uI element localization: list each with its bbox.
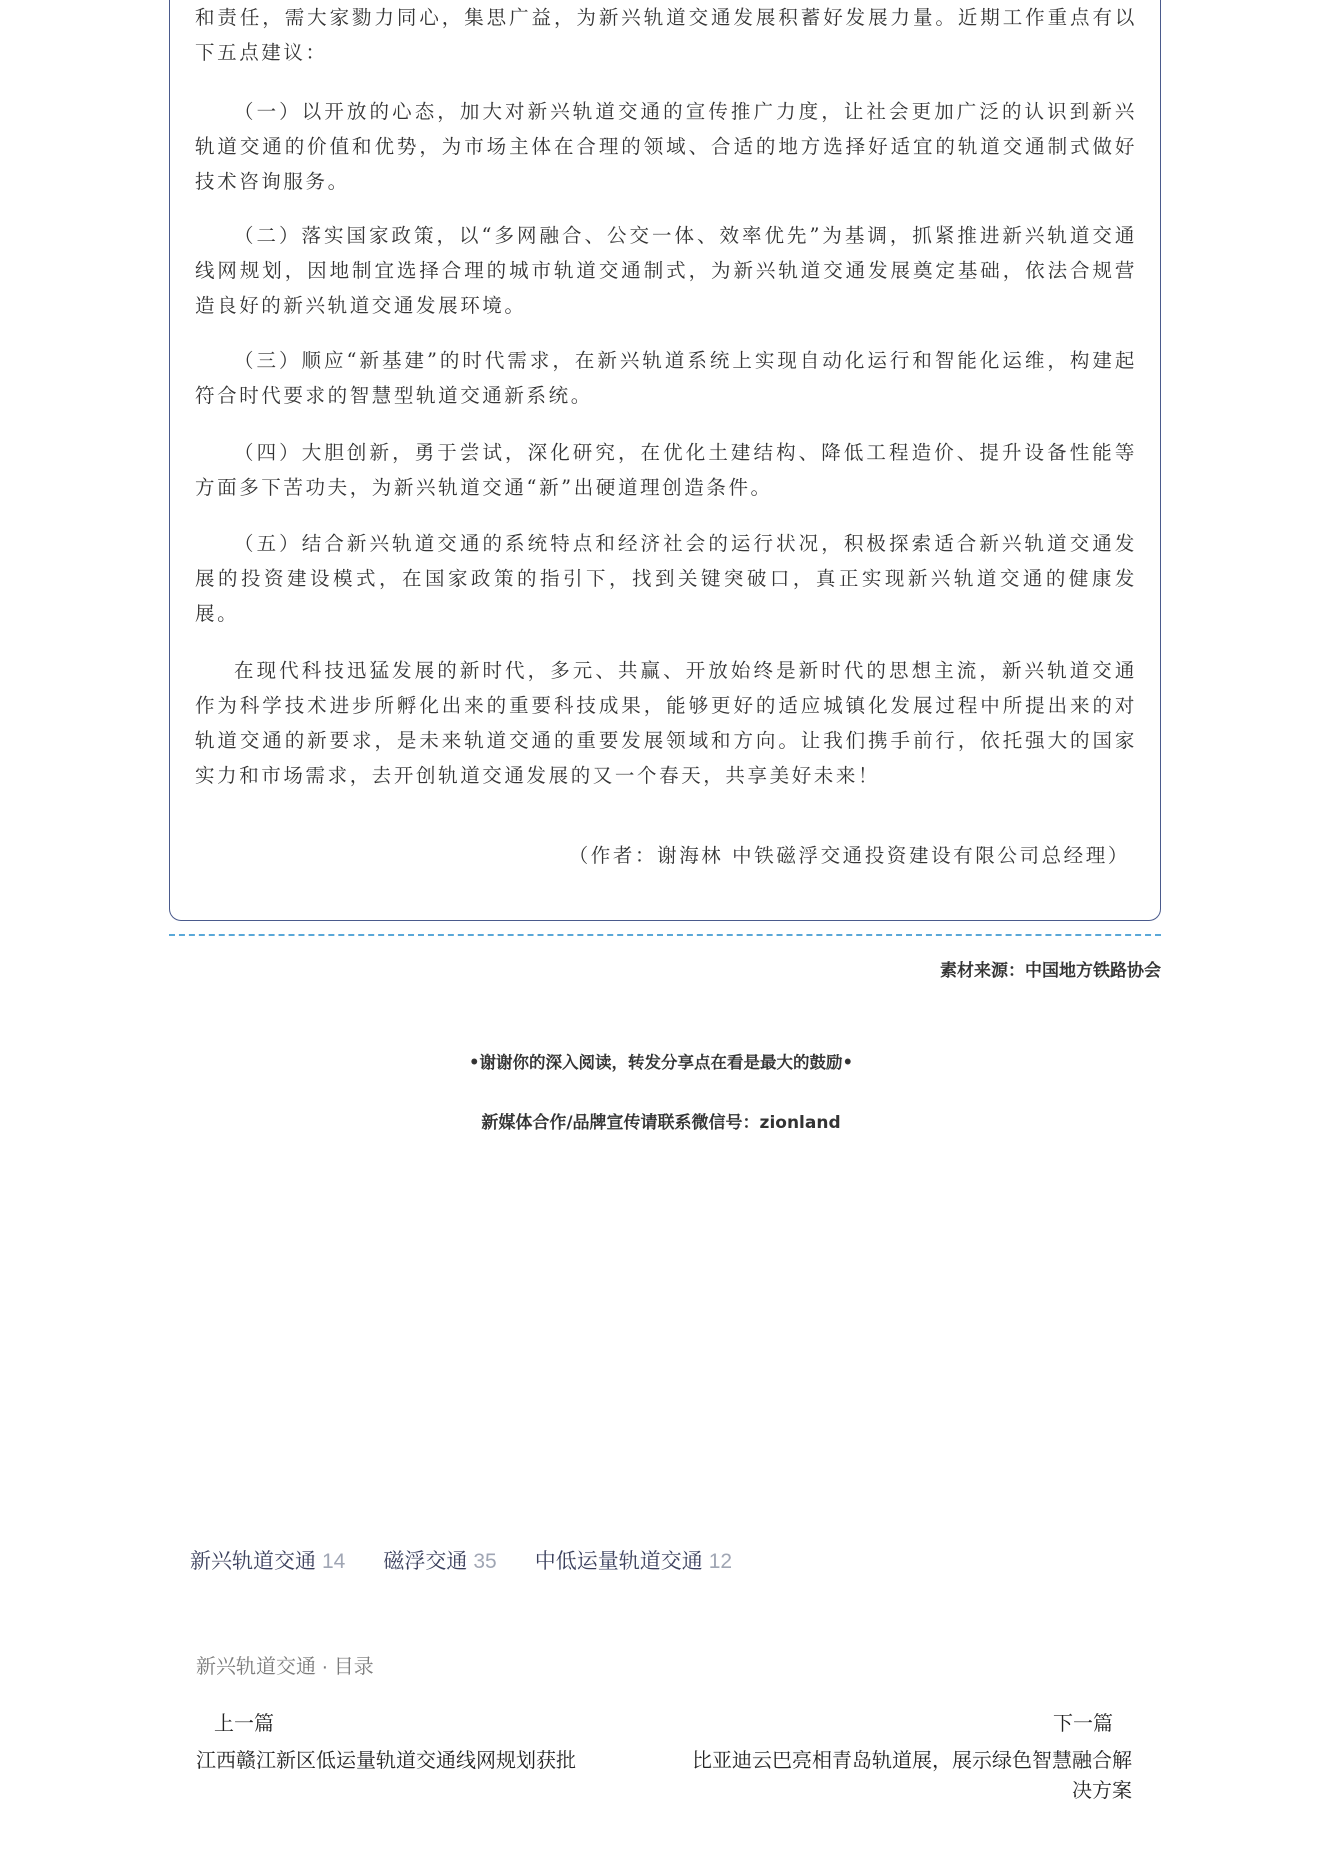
prev-article-link[interactable]: 江西赣江新区低运量轨道交通线网规划获批 — [196, 1750, 576, 1772]
article-paragraph: 和责任，需大家勠力同心，集思广益，为新兴轨道交通发展积蓄好发展力量。近期工作重点有以下五点建议： — [195, 6, 1137, 64]
thanks-note: •谢谢你的深入阅读，转发分享点在看是最大的鼓励• — [468, 1053, 854, 1072]
tag-label: 磁浮交通 — [383, 1550, 468, 1573]
article-paragraph: （二）落实国家政策，以“多网融合、公交一体、效率优先”为基调，抓紧推进新兴轨道交通线网规划，因地制宜选择合理的城市轨道交通制式，为新兴轨道交通发展奠定基础，依法合规营造良好的新兴轨道交通发展环境。 — [195, 224, 1137, 317]
article-paragraph: （一）以开放的心态，加大对新兴轨道交通的宣传推广力度，让社会更加广泛的认识到新兴轨道交通的价值和优势，为市场主体在合理的领域、合适的地方选择好适宜的轨道交通制式做好技术咨询服务。 — [195, 100, 1137, 193]
article-paragraph: （三）顺应“新基建”的时代需求，在新兴轨道系统上实现自动化运行和智能化运维，构建起符合时代要求的智慧型轨道交通新系统。 — [195, 349, 1137, 407]
tag-count: 12 — [708, 1550, 733, 1573]
material-source: 素材来源：中国地方铁路协会 — [940, 961, 1161, 981]
tag-maglev[interactable] — [383, 1545, 496, 1575]
tag-count: 14 — [322, 1550, 346, 1573]
tag-low-medium-capacity[interactable] — [535, 1545, 732, 1575]
prev-article-label: 上一篇 — [214, 1713, 274, 1735]
tag-list — [190, 1545, 732, 1575]
dashed-divider — [169, 934, 1161, 936]
article-paragraph: （五）结合新兴轨道交通的系统特点和经济社会的运行状况，积极探索适合新兴轨道交通发展的投资建设模式，在国家政策的指引下，找到关键突破口，真正实现新兴轨道交通的健康发展。 — [195, 532, 1137, 625]
tag-new-rail-transit[interactable] — [190, 1545, 345, 1575]
article-author: （作者：谢海林 中铁磁浮交通投资建设有限公司总经理） — [568, 844, 1130, 867]
next-article-link[interactable]: 比亚迪云巴亮相青岛轨道展，展示绿色智慧融合解决方案 — [692, 1750, 1132, 1802]
next-article-label: 下一篇 — [1053, 1713, 1113, 1735]
article-paragraph: （四）大胆创新，勇于尝试，深化研究，在优化土建结构、降低工程造价、提升设备性能等方面多下苦功夫，为新兴轨道交通“新”出硬道理创造条件。 — [195, 441, 1137, 499]
tag-count: 35 — [473, 1550, 497, 1573]
toc-title[interactable]: 新兴轨道交通 · 目录 — [196, 1656, 374, 1678]
tag-label: 中低运量轨道交通 — [534, 1550, 703, 1573]
article-paragraph: 在现代科技迅猛发展的新时代，多元、共赢、开放始终是新时代的思想主流，新兴轨道交通作为科学技术进步所孵化出来的重要科技成果，能够更好的适应城镇化发展过程中所提出来的对轨道交通的新要求，是未来轨道交通的重要发展领域和方向。让我们携手前行，依托强大的国家实力和市场需求，去开创轨道交通发展的又一个春天，共享美好未来！ — [195, 659, 1137, 787]
contact-note: 新媒体合作/品牌宣传请联系微信号：zionland — [481, 1113, 841, 1133]
tag-label: 新兴轨道交通 — [190, 1550, 316, 1573]
